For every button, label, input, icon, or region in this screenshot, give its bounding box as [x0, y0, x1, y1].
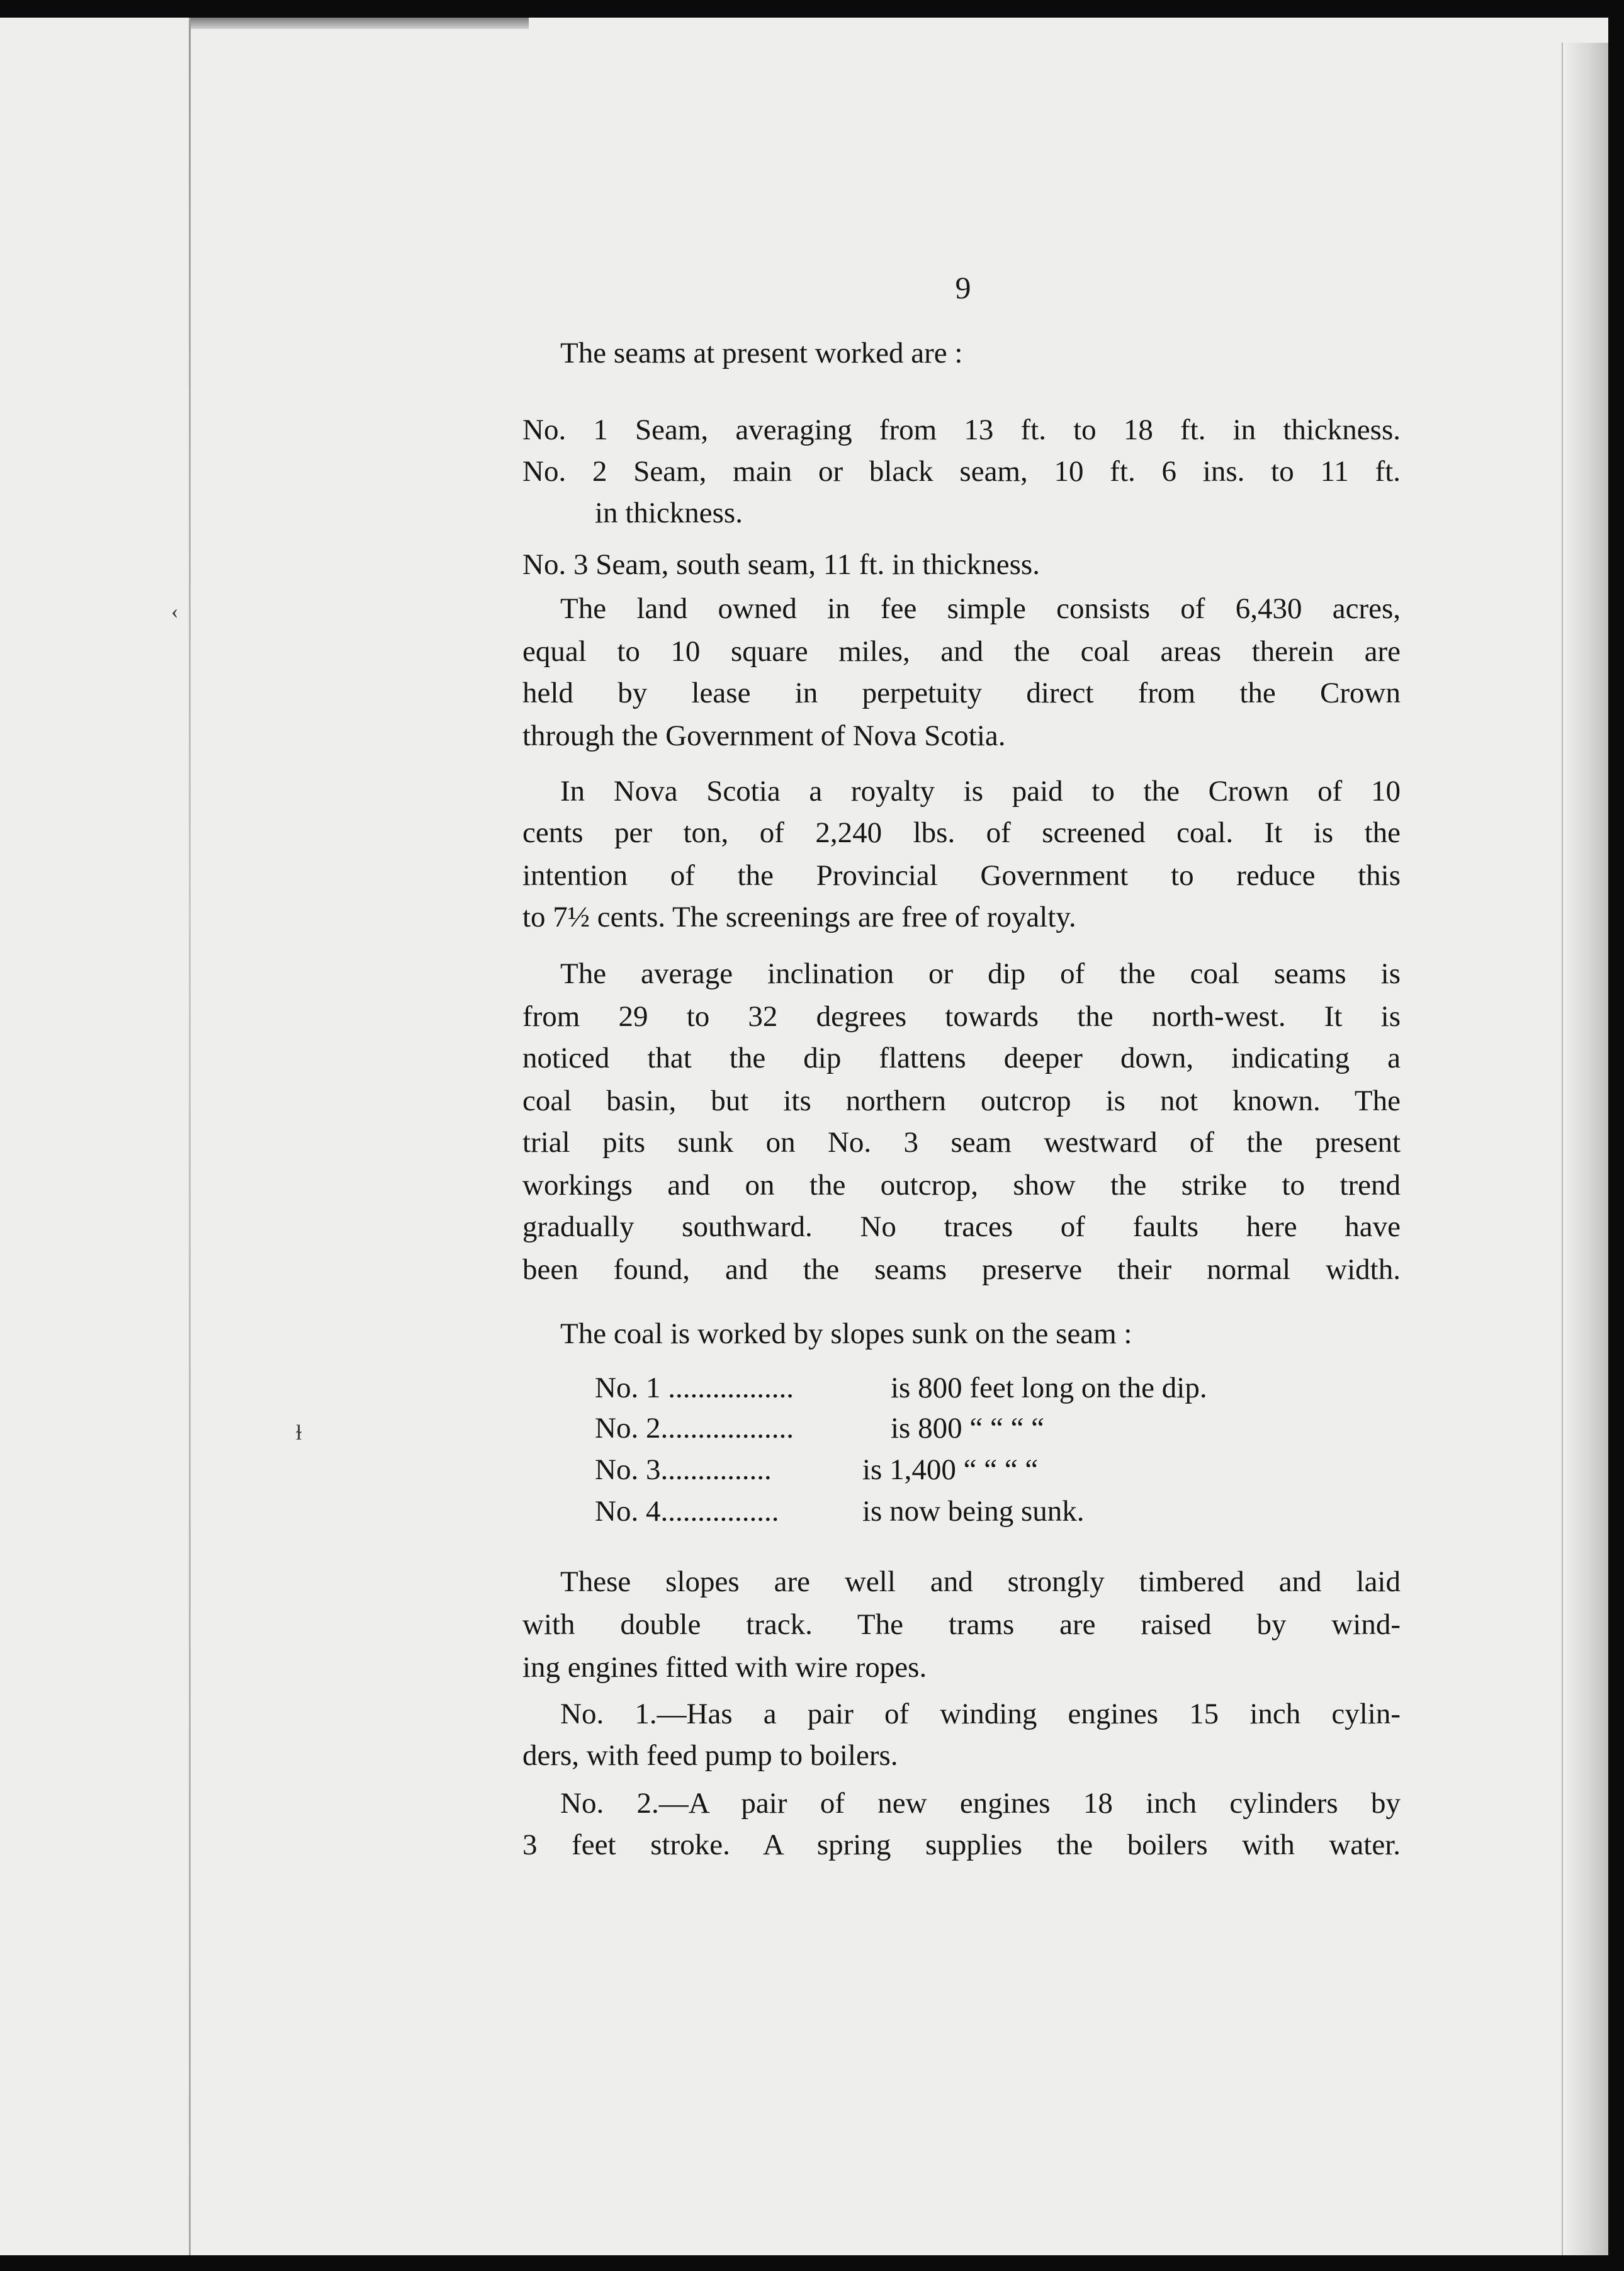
margin-mark: ɫ [296, 1421, 302, 1445]
slope-label: No. 1 ................. [595, 1372, 794, 1404]
slope-value: is 800 feet long on the dip. [891, 1372, 1207, 1404]
paragraph-line: been found, and the seams preserve their normal width. [522, 1253, 1401, 1286]
slopes-intro: The coal is worked by slopes sunk on the seam : [560, 1317, 1132, 1350]
slope-value: is 800 “ “ “ “ [891, 1412, 1045, 1445]
paragraph-line: coal basin, but its northern outcrop is not known. The [522, 1085, 1401, 1117]
paragraph-line: 3 feet stroke. A spring supplies the boilers with water. [522, 1829, 1401, 1861]
slope-row [595, 1409, 1044, 1448]
page-number: 9 [955, 270, 971, 305]
slope-value: is 1,400 “ “ “ “ [862, 1453, 1039, 1486]
paragraph-line: In Nova Scotia a royalty is paid to the Crown of 10 [560, 775, 1401, 808]
paragraph-line: workings and on the outcrop, show the strike to trend [522, 1169, 1401, 1202]
paragraph-line: gradually southward. No traces of faults here have [522, 1210, 1401, 1243]
gutter-line [189, 18, 191, 2255]
paragraph-line: These slopes are well and strongly timbered and laid [560, 1565, 1401, 1598]
seam-1-line: No. 1 Seam, averaging from 13 ft. to 18 ft. in thickness. [522, 414, 1401, 446]
paragraph-line: cents per ton, of 2,240 lbs. of screened coal. It is the [522, 816, 1401, 849]
slope-row [595, 1368, 1207, 1407]
seam-3-line: No. 3 Seam, south seam, 11 ft. in thickness. [522, 548, 1040, 581]
paragraph-line: held by lease in perpetuity direct from the Crown [522, 677, 1401, 709]
paragraph-line: ders, with feed pump to boilers. [522, 1739, 898, 1772]
slope-label: No. 2.................. [595, 1412, 794, 1445]
slope-row [595, 1492, 1085, 1531]
slope-label: No. 4................ [595, 1495, 779, 1528]
margin-mark: ‹ [171, 600, 179, 623]
paragraph-line: noticed that the dip flattens deeper down, indicating a [522, 1042, 1401, 1074]
slope-label: No. 3............... [595, 1453, 772, 1486]
scanned-page [0, 18, 1608, 2255]
paragraph-line: intention of the Provincial Government to reduce this [522, 859, 1401, 892]
intro-line: The seams at present worked are : [560, 337, 963, 369]
paragraph-line: equal to 10 square miles, and the coal areas therein are [522, 635, 1401, 668]
paragraph-line: through the Government of Nova Scotia. [522, 719, 1006, 752]
seam-2-line: in thickness. [595, 497, 743, 529]
paragraph-line: trial pits sunk on No. 3 seam westward of the present [522, 1126, 1401, 1159]
top-shadow [189, 18, 529, 29]
paragraph-line: The average inclination or dip of the coal seams is [560, 957, 1401, 990]
paragraph-line: with double track. The trams are raised by wind- [522, 1608, 1401, 1641]
slope-row [595, 1450, 1038, 1489]
paragraph-line: No. 1.—Has a pair of winding engines 15 inch cylin- [560, 1698, 1401, 1730]
slope-value: is now being sunk. [862, 1495, 1085, 1528]
paragraph-line: The land owned in fee simple consists of 6,430 acres, [560, 592, 1401, 625]
paragraph-line: from 29 to 32 degrees towards the north-west. It is [522, 1000, 1401, 1033]
seam-2-line: No. 2 Seam, main or black seam, 10 ft. 6 ins. to 11 ft. [522, 455, 1401, 488]
paragraph-line: to 7½ cents. The screenings are free of royalty. [522, 901, 1076, 933]
page-edge [1562, 43, 1608, 2255]
paragraph-line: No. 2.—A pair of new engines 18 inch cylinders by [560, 1787, 1401, 1820]
paragraph-line: ing engines fitted with wire ropes. [522, 1651, 927, 1684]
